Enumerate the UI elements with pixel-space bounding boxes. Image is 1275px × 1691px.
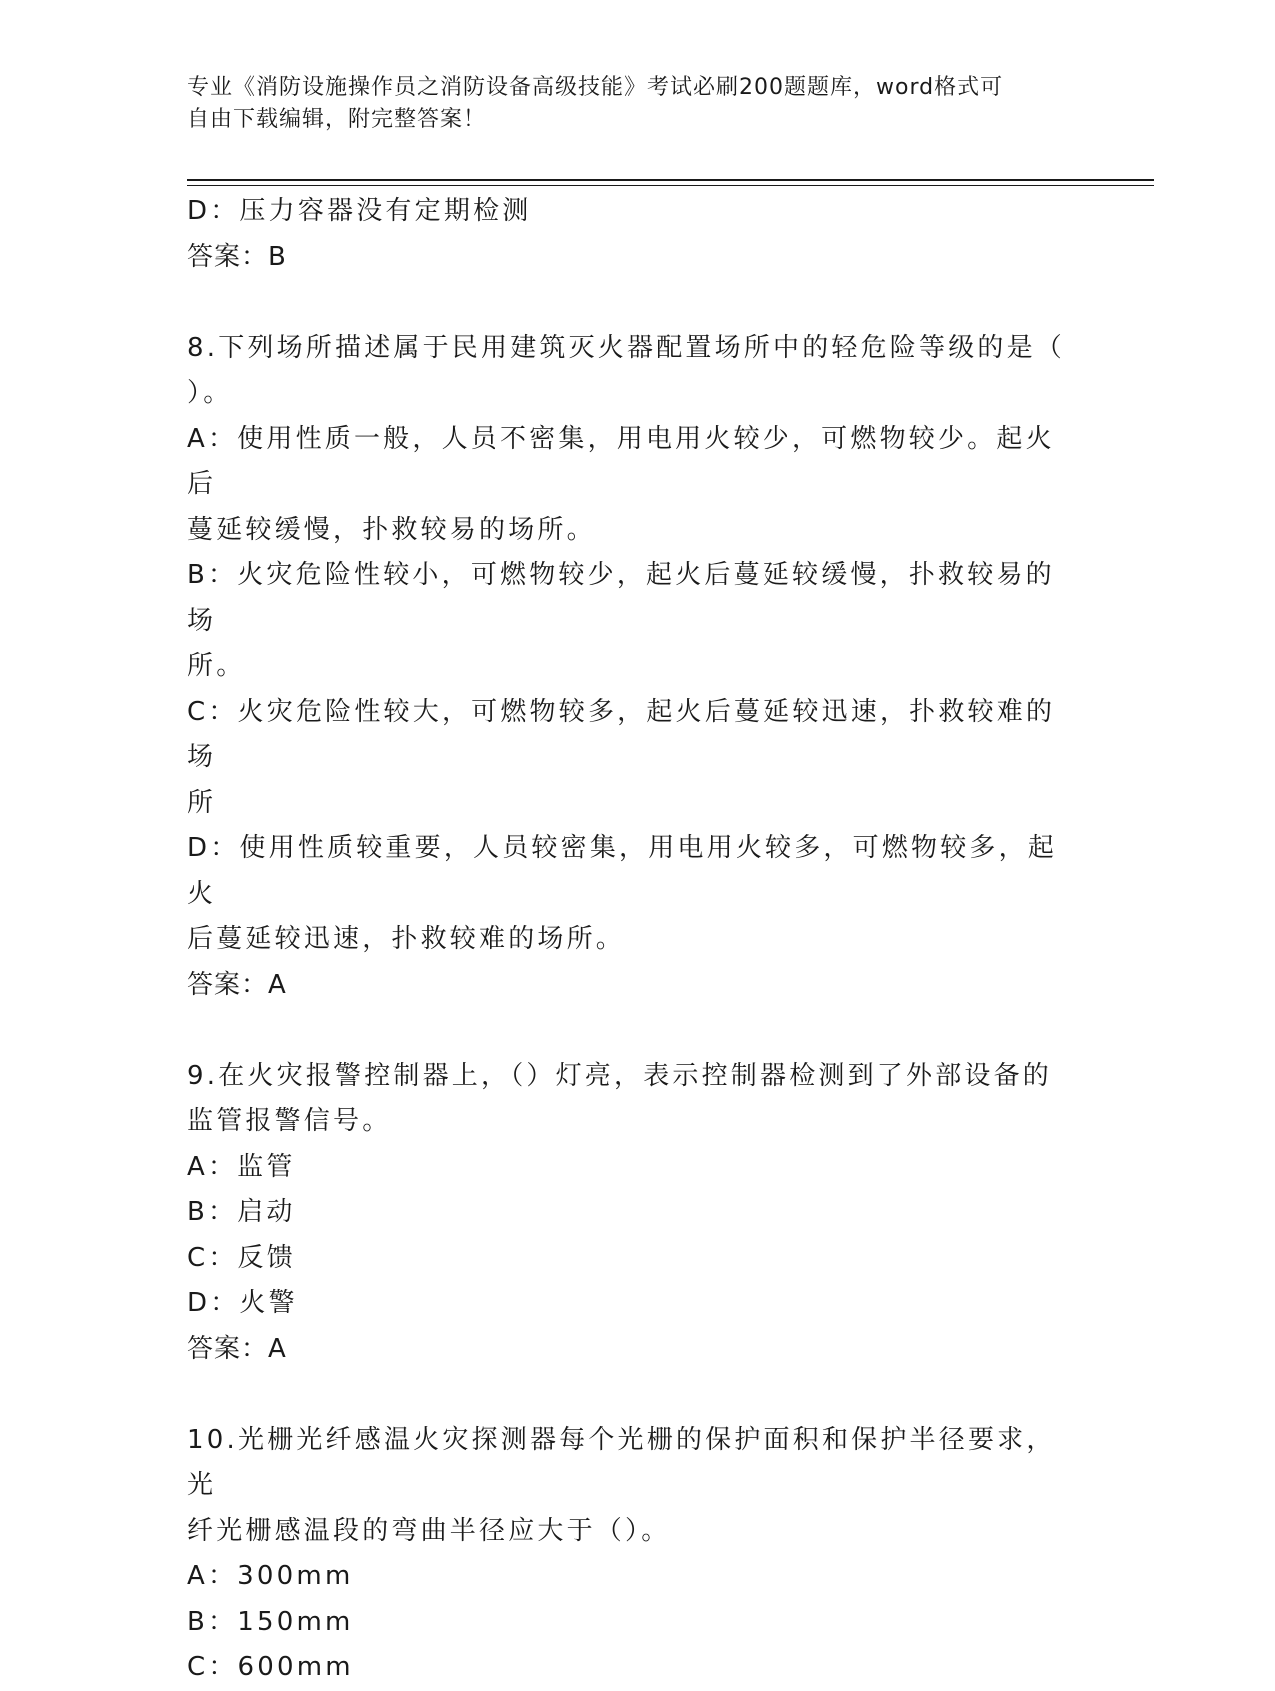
- q8-stem-line-2: ）。: [187, 378, 233, 408]
- q8-option-b-line-2: 所。: [187, 651, 246, 681]
- q10-stem-line-2: 纤光栅感温段的弯曲半径应大于（）。: [187, 1515, 671, 1546]
- q9-answer: 答案：A: [187, 1333, 287, 1364]
- q8-stem-line-1: 8.下列场所描述属于民用建筑灭火器配置场所中的轻危险等级的是（: [187, 332, 1066, 363]
- q10-stem-line-1: 10.光栅光纤感温火灾探测器每个光栅的保护面积和保护半径要求，光: [187, 1424, 1056, 1500]
- q10-option-b: B：150mm: [187, 1606, 354, 1637]
- document-header: [187, 72, 1067, 136]
- q8-option-d-line-1: D：使用性质较重要，人员较密集，用电用火较多，可燃物较多，起火: [187, 833, 1058, 909]
- q9-stem-line-2: 监管报警信号。: [187, 1106, 392, 1136]
- header-divider-thick: [187, 179, 1154, 181]
- question-9: [187, 1054, 1067, 1373]
- q8-option-a-line-2: 蔓延较缓慢，扑救较易的场所。: [187, 514, 596, 545]
- q10-option-c: C：600mm: [187, 1652, 354, 1682]
- q8-option-c-line-1: C：火灾危险性较大，可燃物较多，起火后蔓延较迅速，扑救较难的场: [187, 696, 1056, 772]
- q7-option-d: D：压力容器没有定期检测: [187, 196, 532, 226]
- q9-stem-line-1: 9.在火灾报警控制器上，（）灯亮，表示控制器检测到了外部设备的: [187, 1060, 1053, 1091]
- question-7-tail: [187, 189, 1067, 280]
- q8-option-d-line-2: 后蔓延较迅速，扑救较难的场所。: [187, 924, 626, 954]
- q10-option-a: A：300mm: [187, 1561, 354, 1591]
- q8-option-c-line-2: 所: [187, 787, 217, 818]
- header-divider-thin: [187, 185, 1154, 186]
- q9-option-b: B：启动: [187, 1197, 296, 1227]
- q8-answer: 答案：A: [187, 969, 287, 1000]
- q8-option-b-line-1: B：火灾危险性较小，可燃物较少，起火后蔓延较缓慢，扑救较易的场: [187, 560, 1055, 636]
- q9-option-a: A：监管: [187, 1151, 296, 1182]
- document-body: [187, 189, 1067, 1691]
- q9-option-d: D：火警: [187, 1288, 298, 1318]
- q7-answer: 答案：B: [187, 241, 287, 272]
- header-line-2: 自由下载编辑，附完整答案！: [187, 107, 487, 132]
- header-line-1: 专业《消防设施操作员之消防设备高级技能》考试必刷200题题库，word格式可: [187, 75, 1004, 100]
- q8-option-a-line-1: A：使用性质一般，人员不密集，用电用火较少，可燃物较少。起火后: [187, 423, 1055, 499]
- q9-option-c: C：反馈: [187, 1242, 296, 1273]
- question-8: [187, 326, 1067, 1009]
